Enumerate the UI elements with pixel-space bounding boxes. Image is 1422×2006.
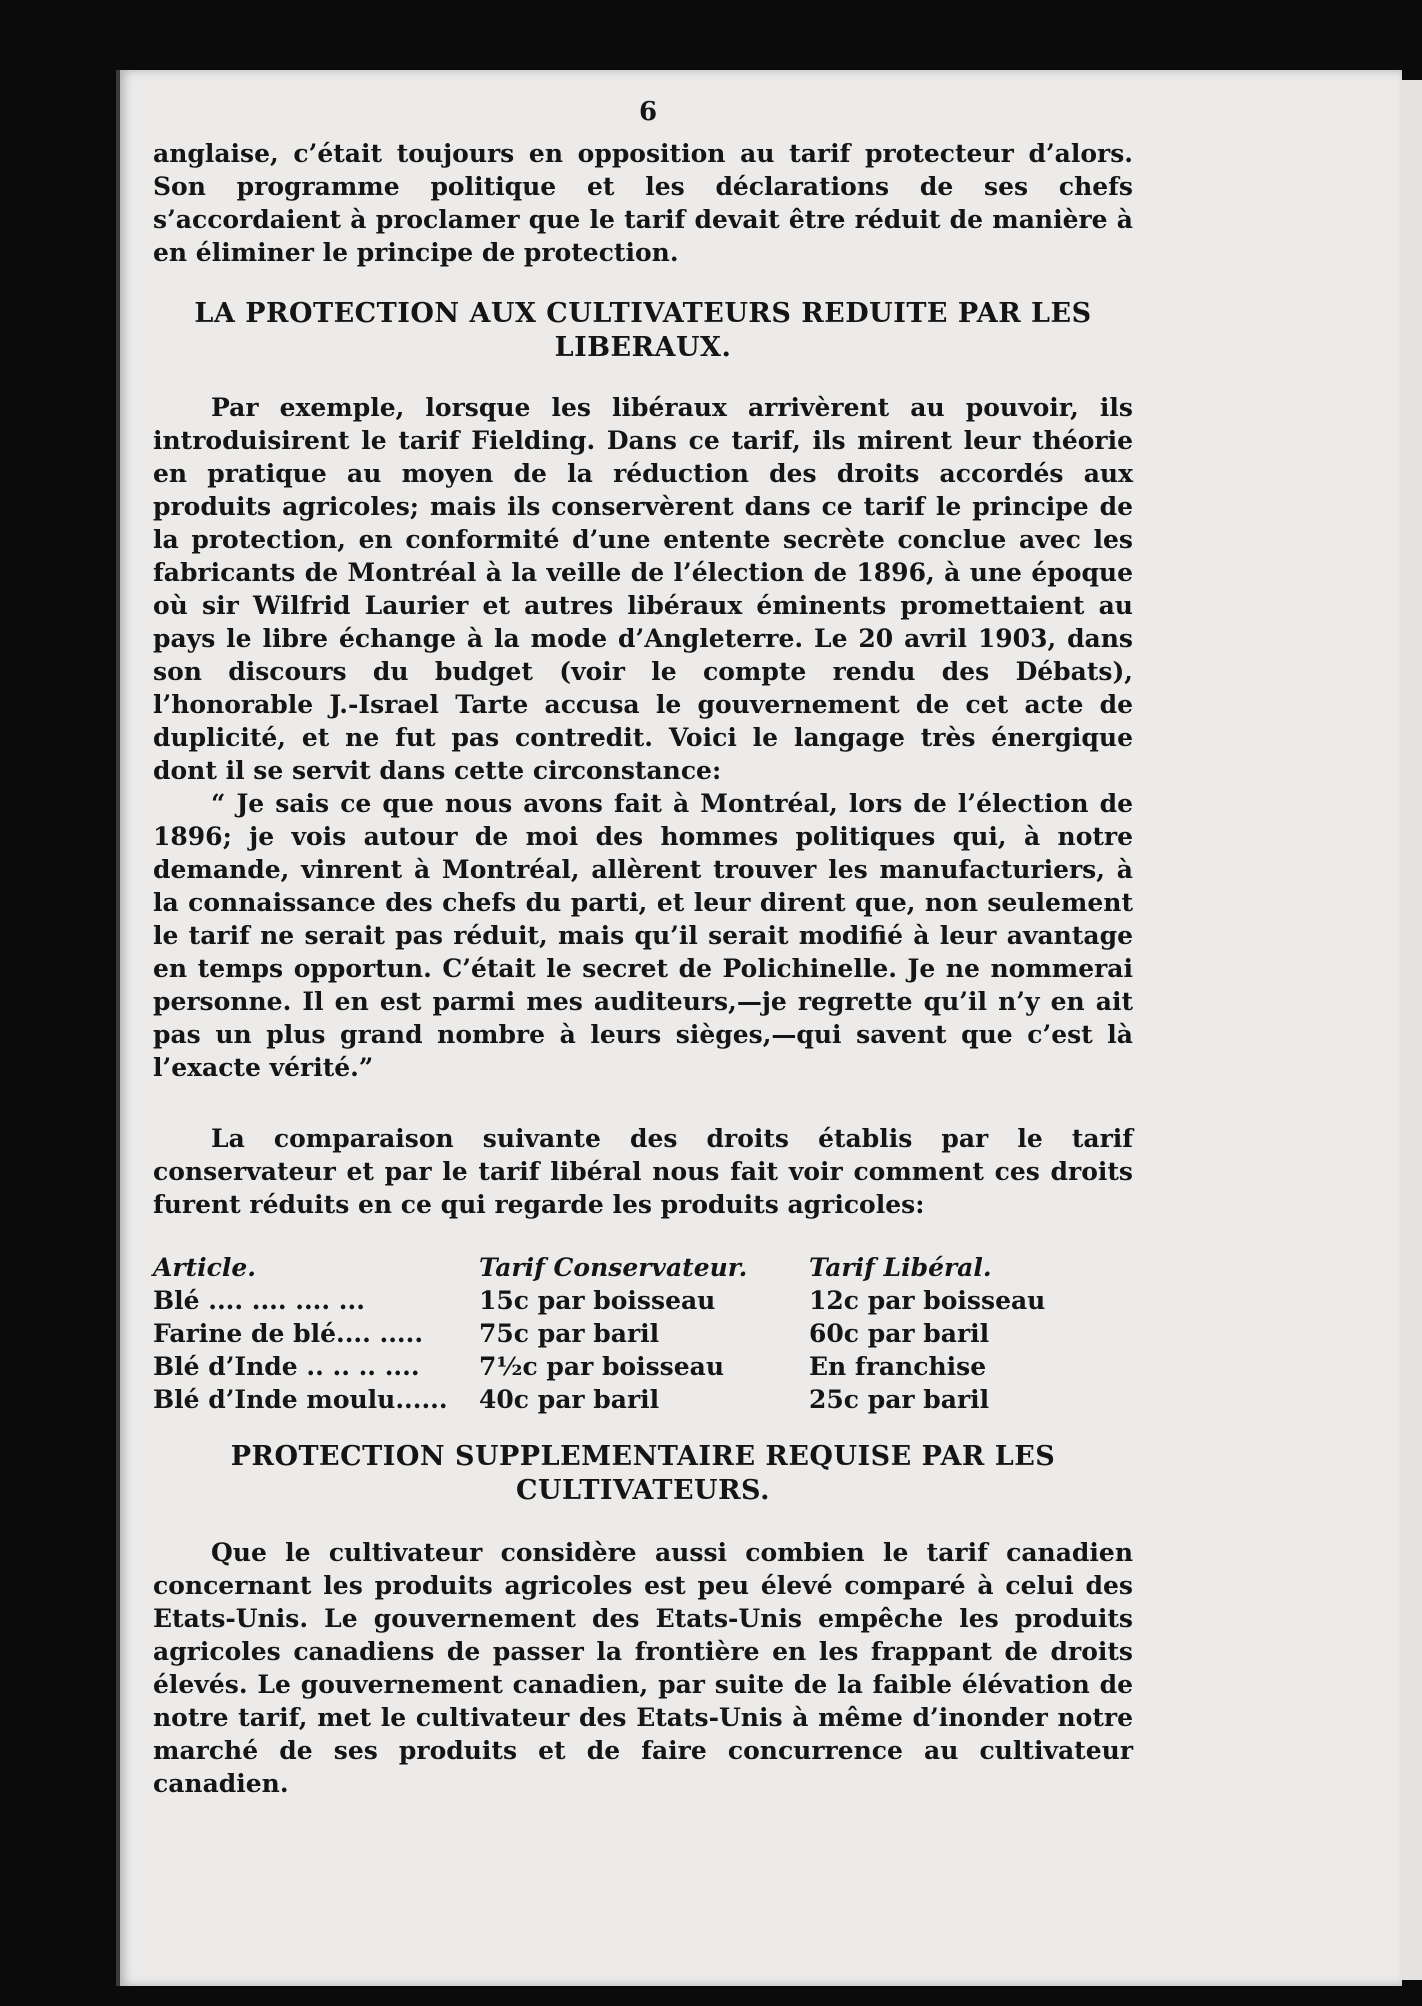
section-heading-liberals: LA PROTECTION AUX CULTIVATEURS REDUITE PAR LES LIBERAUX. — [194, 298, 1092, 363]
conservative-tariff-cell: 15c par boisseau — [479, 1286, 716, 1315]
liberal-tariff-cell: 25c par baril — [809, 1385, 990, 1414]
paragraph-comparison: La comparaison suivante des droits établis par le tarif conservateur et par le tarif libéral nous fait voir comment ces droits furent réduits en ce qui regarde les produits agricoles: — [153, 1124, 1133, 1219]
liberal-tariff-cell: 12c par boisseau — [809, 1286, 1046, 1315]
table-row — [153, 1350, 1093, 1383]
table-row — [153, 1284, 1093, 1317]
article-cell: Farine de blé.... ..... — [153, 1319, 424, 1348]
section-heading-supplementary-protection: PROTECTION SUPPLEMENTAIRE REQUISE PAR LES CULTIVATEURS. — [230, 1441, 1056, 1506]
adjacent-page-edge — [1400, 80, 1422, 1980]
page-content — [153, 96, 1133, 1800]
article-cell: Blé .... .... .... ... — [153, 1286, 365, 1315]
conservative-tariff-cell: 40c par baril — [479, 1385, 660, 1414]
conservative-tariff-cell: 7½c par boisseau — [479, 1352, 725, 1381]
table-row — [153, 1383, 1093, 1416]
tarte-quote: “ Je sais ce que nous avons fait à Montréal, lors de l’élection de 1896; je vois autour de moi des hommes politiques qui, à notre demande, vinrent à Montréal, allèrent trouver les manufacturiers, à la connaissance des chefs du parti, et leur dirent que, non seulement le tarif ne serait pas réduit, mais qu’il serait modifié à leur avantage en temps opportun. C’était le secret de Polichinelle. Je ne nommerai personne. Il en est parmi mes auditeurs,—je regrette qu’il n’y en ait pas un plus grand nombre à leurs sièges,—qui savent que c’est là l’exacte vérité.” — [153, 789, 1133, 1082]
liberal-tariff-cell: 60c par baril — [809, 1319, 990, 1348]
header-conservative-tariff: Tarif Conservateur. — [479, 1253, 748, 1282]
article-cell: Blé d’Inde .. .. .. .... — [153, 1352, 420, 1381]
table-header-row — [153, 1251, 1093, 1284]
header-liberal-tariff: Tarif Libéral. — [809, 1253, 992, 1282]
header-article: Article. — [153, 1253, 256, 1282]
paragraph-final: Que le cultivateur considère aussi combien le tarif canadien concernant les produits agricoles est peu élevé comparé à celui des Etats-Unis. Le gouvernement des Etats-Unis empêche les produits agricoles canadiens de passer la frontière en les frappant de droits élevés. Le gouvernement canadien, par suite de la faible élévation de notre tarif, met le cultivateur des Etats-Unis à même d’inonder notre marché de ses produits et de faire concurrence au cultivateur canadien. — [153, 1538, 1133, 1798]
intro-paragraph: anglaise, c’était toujours en opposition au tarif protecteur d’alors. Son programme politique et les déclarations de ses chefs s’accordaient à proclamer que le tarif devait être réduit de manière à en éliminer le principe de protection. — [153, 139, 1133, 267]
table-row — [153, 1317, 1093, 1350]
liberal-tariff-cell: En franchise — [809, 1352, 987, 1381]
conservative-tariff-cell: 75c par baril — [479, 1319, 660, 1348]
page-number: 6 — [638, 97, 658, 127]
paragraph-fielding-tariff: Par exemple, lorsque les libéraux arrivèrent au pouvoir, ils introduisirent le tarif Fielding. Dans ce tarif, ils mirent leur théorie en pratique au moyen de la réduction des droits accordés aux produits agricoles; mais ils conservèrent dans ce tarif le principe de la protection, en conformité d’une entente secrète conclue avec les fabricants de Montréal à la veille de l’élection de 1896, à une époque où sir Wilfrid Laurier et autres libéraux éminents promettaient au pays le libre échange à la mode d’Angleterre. Le 20 avril 1903, dans son discours du budget (voir le compte rendu des Débats), l’honorable J.-Israel Tarte accusa le gouvernement de cet acte de duplicité, et ne fut pas contredit. Voici le langage très énergique dont il se servit dans cette circonstance: — [153, 393, 1133, 785]
article-cell: Blé d’Inde moulu...... — [153, 1385, 448, 1414]
tariff-comparison-table — [153, 1251, 1093, 1416]
